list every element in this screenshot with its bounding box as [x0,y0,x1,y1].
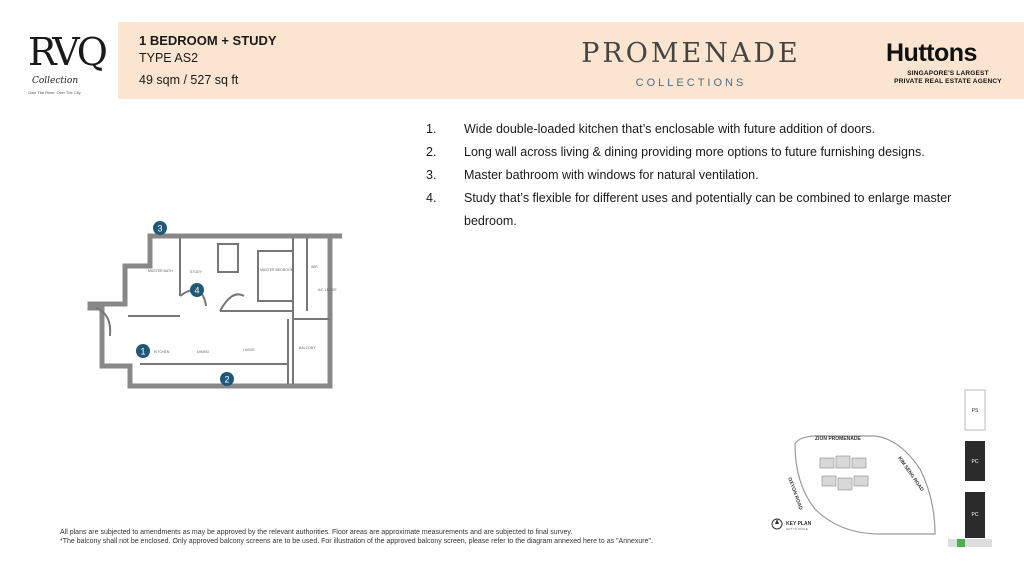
key-plan-label: KEY PLAN [786,521,812,527]
marker-4-label: 4 [194,285,200,296]
room-balcony: BALCONY [299,346,316,350]
road-top-label: ZION PROMENADE [815,436,861,442]
logo-letters: RVQ [28,30,105,74]
plan-room-labels [148,265,337,354]
feature-number: 2. [426,145,437,159]
plan-inner-walls [96,238,330,384]
footnote-line-1: All plans are subjected to amendments as may be approved by the relevant authorities. Floor areas are approximate measurements and are subjected to final survey. [60,529,573,536]
room-ac-ledge: A/C LEDGE [318,288,337,292]
room-living: LIVING [243,348,255,352]
marker-3-label: 3 [157,223,163,234]
logo-script: Collection [32,76,79,86]
feature-number: 1. [426,122,437,136]
feature-list [426,118,986,233]
feature-item [426,187,986,233]
room-wir: WIR [311,265,318,269]
footnote-line-2: *The balcony shall not be enclosed. Only approved balcony screens are to be used. For illustration of the approved balcony screen, please refer to the diagram annexed here to as "Annexure". [60,538,653,545]
road-right-label: KIM SENG ROAD [896,455,925,493]
road-left-label: OXYON ROAD [786,476,804,511]
agency-tagline-2: PRIVATE REAL ESTATE AGENCY [894,78,1002,85]
stack-ground [948,539,992,547]
site-blocks [820,456,868,490]
stack-label: PC [971,512,979,518]
agency-tagline-1: SINGAPORE'S LARGEST [907,70,989,77]
logo-tagline: Own The River. Own The City [28,90,81,95]
unit-type: 1 BEDROOM + STUDY [139,33,277,48]
room-dining: DINING [197,350,210,354]
project-name: PROMENADE [581,38,801,69]
stack-ground-marker [957,539,965,547]
room-study: STUDY [190,270,202,274]
project-sub: COLLECTIONS [635,77,747,89]
feature-text: Long wall across living & dining providing more options to future furnishing designs. [464,145,925,159]
feature-number: 3. [426,168,437,182]
key-plan [760,384,1000,554]
unit-area: 49 sqm / 527 sq ft [139,73,239,87]
north-arrow-icon [775,519,779,524]
room-master-bath: MASTER BATH [148,269,173,273]
feature-item [426,164,986,187]
stack-label: PC [971,459,979,465]
key-plan-sub: NOT TO SCALE [786,527,808,531]
rvq-logo [28,30,105,95]
feature-item [426,141,986,164]
feature-text: Wide double-loaded kitchen that’s enclosable with future addition of doors. [464,122,876,136]
floor-plan [80,216,400,402]
feature-item [426,118,986,141]
type-code: TYPE AS2 [139,51,199,65]
unit-stack [948,390,992,547]
marker-2-label: 2 [224,374,230,385]
feature-number: 4. [426,191,437,205]
room-master-bedroom: MASTER BEDROOM [260,268,294,272]
feature-text: Master bathroom with windows for natural ventilation. [464,168,759,182]
room-kitchen: KITCHEN [154,350,170,354]
agency-logo: Huttons [886,39,977,67]
marker-1-label: 1 [140,346,146,357]
stack-label: PS [971,408,979,414]
feature-text: Study that’s flexible for different uses and potentially can be combined to enlarge master bedroom. [464,191,952,228]
